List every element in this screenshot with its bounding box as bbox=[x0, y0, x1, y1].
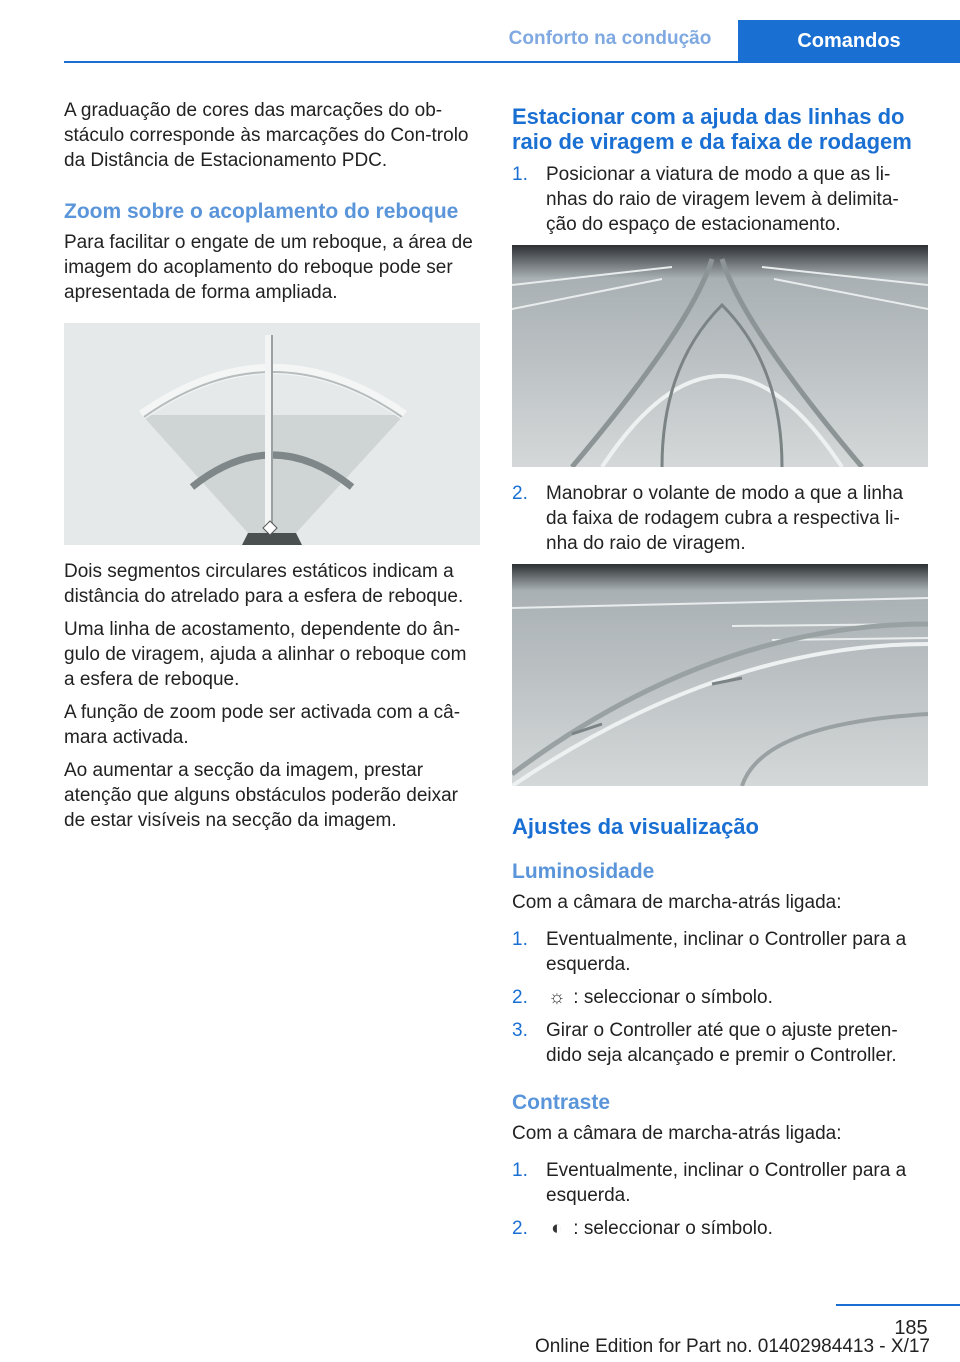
footer-text: Online Edition for Part no. 01402984413 - X/17 bbox=[534, 1336, 930, 1357]
zoom-paragraph: Para facilitar o engate de um reboque, a área de imagem do acoplamento do reboque pode ser apresentada de forma ampliada. bbox=[64, 232, 473, 303]
contrast-heading: Contraste bbox=[512, 1091, 611, 1114]
list-item: 1. Posicionar a viatura de modo a que as li-nhas do raio de viragem levem à delimita-ção do espaço de estacionamento. bbox=[512, 164, 899, 235]
brightness-intro: Com a câmara de marcha-atrás ligada: bbox=[512, 892, 842, 913]
zoom-activation-paragraph: A função de zoom pode ser activada com a câ-mara activada. bbox=[64, 702, 461, 748]
parking-steps-1 bbox=[512, 162, 928, 237]
list-item: 2. Manobrar o volante de modo a que a linha da faixa de rodagem cubra a respectiva li-nha do raio de viragem. bbox=[512, 483, 904, 554]
contrast-intro: Com a câmara de marcha-atrás ligada: bbox=[512, 1123, 842, 1144]
brightness-heading: Luminosidade bbox=[512, 860, 655, 883]
sun-icon: ☼ bbox=[548, 987, 566, 1008]
alignment-paragraph: Uma linha de acostamento, dependente do ân-gulo de viragem, ajuda a alinhar o reboque com a esfera de reboque. bbox=[64, 619, 467, 690]
segments-paragraph: Dois segmentos circulares estáticos indicam a distância do atrelado para a esfera de reboque. bbox=[64, 561, 464, 607]
intro-paragraph: A graduação de cores das marcações do ob-stáculo corresponde às marcações do Con-trolo da Distância de Estacionamento PDC. bbox=[64, 100, 469, 171]
right-column bbox=[512, 104, 928, 1249]
zoom-heading: Zoom sobre o acoplamento do reboque bbox=[64, 200, 459, 223]
brightness-steps bbox=[512, 927, 928, 1068]
lane-line-figure bbox=[512, 564, 928, 786]
parking-steps-2 bbox=[512, 481, 928, 556]
footer-rule bbox=[836, 1304, 960, 1306]
list-item: 2. ☼ : seleccionar o símbolo. bbox=[512, 987, 773, 1008]
list-item: 2. ◐ : seleccionar o símbolo. bbox=[512, 1218, 773, 1239]
parking-heading: Estacionar com a ajuda das linhas do raio de viragem e da faixa de rodagem bbox=[512, 104, 912, 154]
contrast-icon: ◐ bbox=[551, 1218, 563, 1239]
contrast-steps bbox=[512, 1158, 928, 1241]
header-tab: Comandos bbox=[738, 20, 960, 62]
list-item: 3. Girar o Controller até que o ajuste preten-dido seja alcançado e premir o Controller. bbox=[512, 1020, 898, 1066]
page-number: 185 bbox=[894, 1317, 928, 1339]
list-item: 1. Eventualmente, inclinar o Controller para a esquerda. bbox=[512, 1160, 907, 1206]
left-column bbox=[64, 98, 480, 841]
tow-hitch-zoom-figure bbox=[64, 323, 480, 545]
display-settings-heading: Ajustes da visualização bbox=[512, 814, 759, 839]
zoom-warning-paragraph: Ao aumentar a secção da imagem, prestar atenção que alguns obstáculos poderão deixar de estar visíveis na secção da imagem. bbox=[64, 760, 459, 831]
list-item: 1. Eventualmente, inclinar o Controller para a esquerda. bbox=[512, 929, 907, 975]
header-section-title: Conforto na condução bbox=[508, 28, 712, 49]
turning-radius-figure bbox=[512, 245, 928, 467]
